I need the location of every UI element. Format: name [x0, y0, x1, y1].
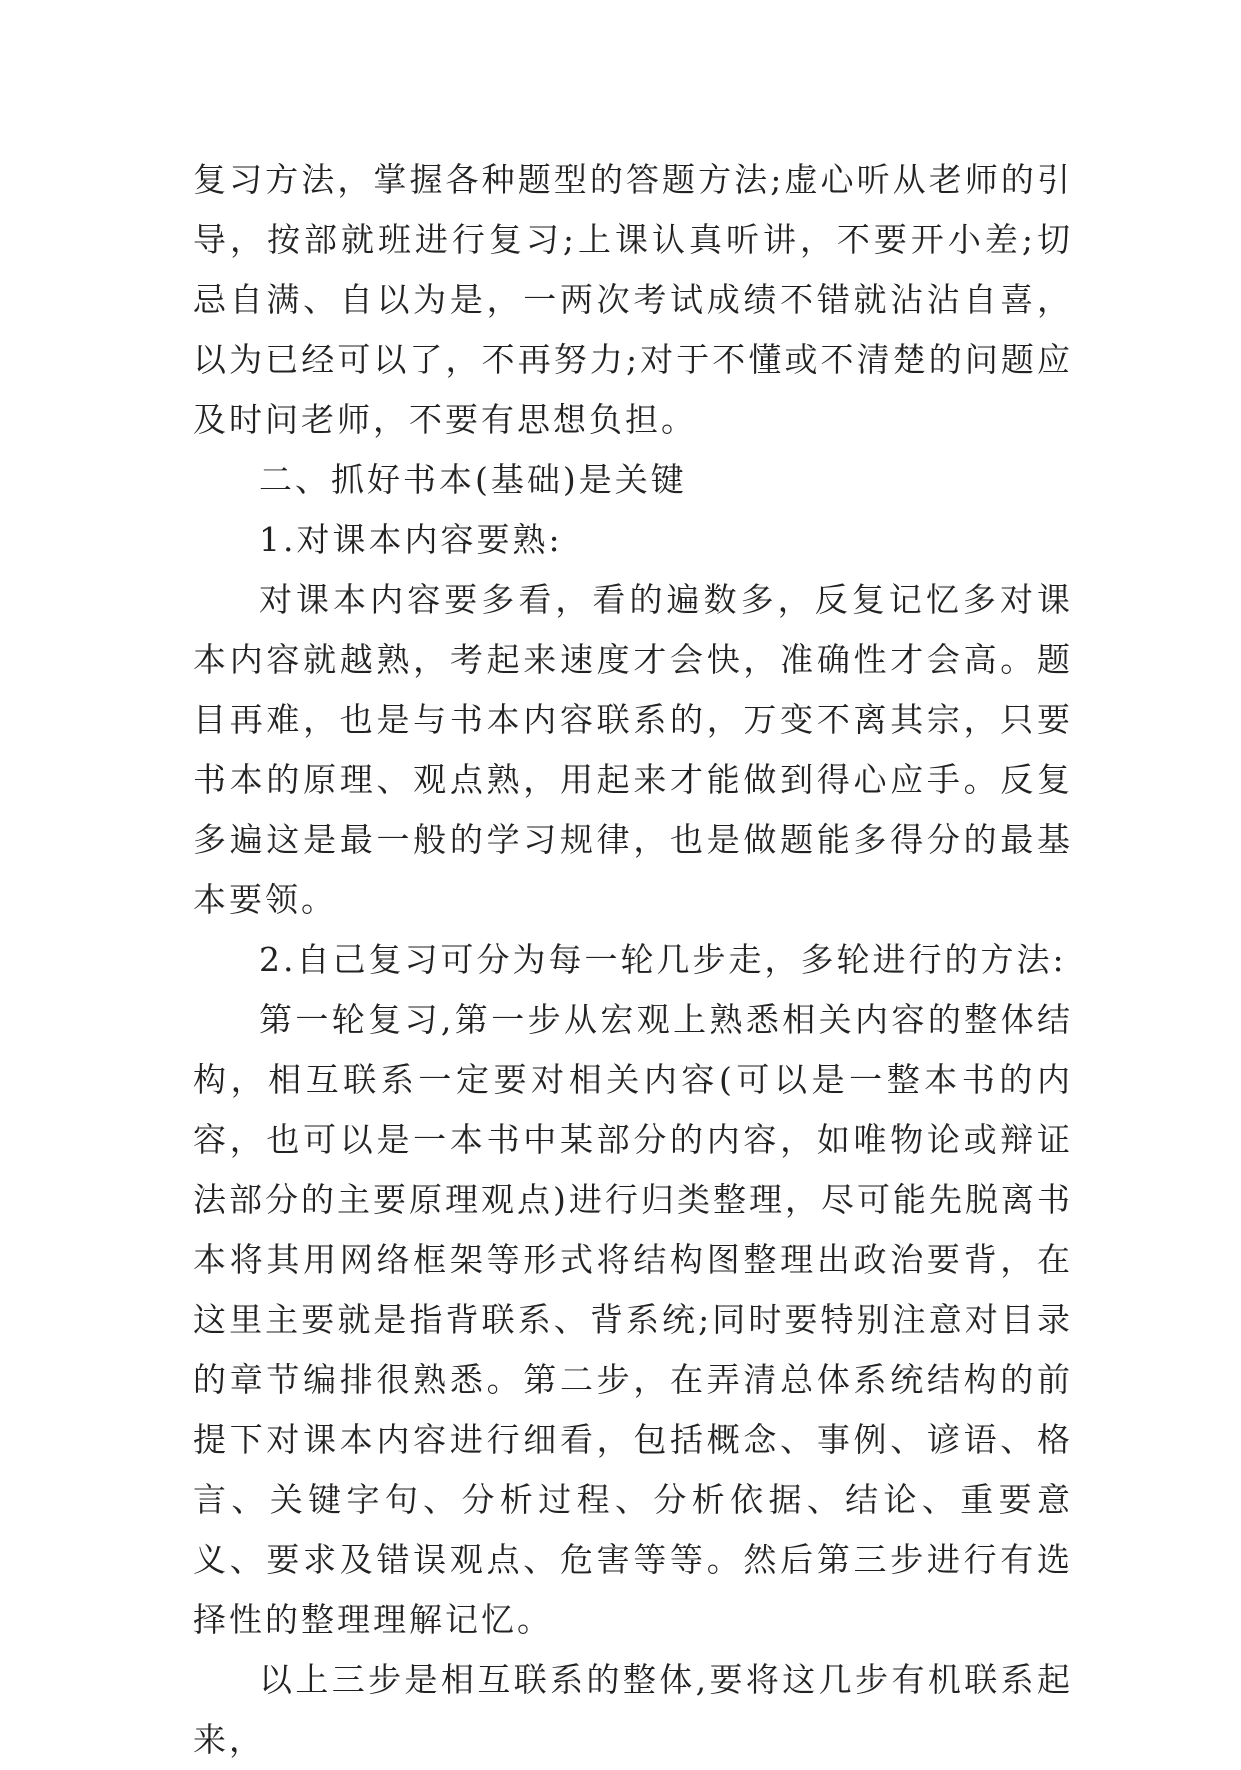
paragraph-review-methods: 复习方法，掌握各种题型的答题方法;虚心听从老师的引导，按部就班进行复习;上课认真听讲，不要开小差;切忌自满、自以为是，一两次考试成绩不错就沾沾自喜，以为已经可以了，不再努力;对于不懂或不清楚的问题应及时问老师，不要有思想负担。 [193, 160, 1073, 439]
heading-grasp-textbook: 二、抓好书本(基础)是关键 [259, 460, 687, 499]
paragraph-familiar-content: 对课本内容要多看，看的遍数多，反复记忆多对课本内容就越熟，考起来速度才会快，准确性才会高。题目再难，也是与书本内容联系的，万变不离其宗，只要书本的原理、观点熟，用起来才能做到得心应手。反复多遍这是最一般的学习规律，也是做题能多得分的最基本要领。 [193, 580, 1073, 919]
paragraph-first-round: 第一轮复习,第一步从宏观上熟悉相关内容的整体结构，相互联系一定要对相关内容(可以是一整本书的内容，也可以是一本书中某部分的内容，如唯物论或辩证法部分的主要原理观点)进行归类整理，尽可能先脱离书本将其用网络框架等形式将结构图整理出政治要背，在这里主要就是指背联系、背系统;同时要特别注意对目录的章节编排很熟悉。第二步，在弄清总体系统结构的前提下对课本内容进行细看，包括概念、事例、谚语、格言、关键字句、分析过程、分析依据、结论、重要意义、要求及错误观点、危害等等。然后第三步进行有选择性的整理理解记忆。 [193, 1000, 1073, 1639]
paragraph-three-steps: 以上三步是相互联系的整体,要将这几步有机联系起来， [193, 1660, 1073, 1759]
subheading-familiar-content: 1.对课本内容要熟: [259, 520, 563, 559]
subheading-multi-round-review: 2.自己复习可分为每一轮几步走，多轮进行的方法: [259, 940, 1067, 979]
document-body [193, 150, 1073, 1770]
